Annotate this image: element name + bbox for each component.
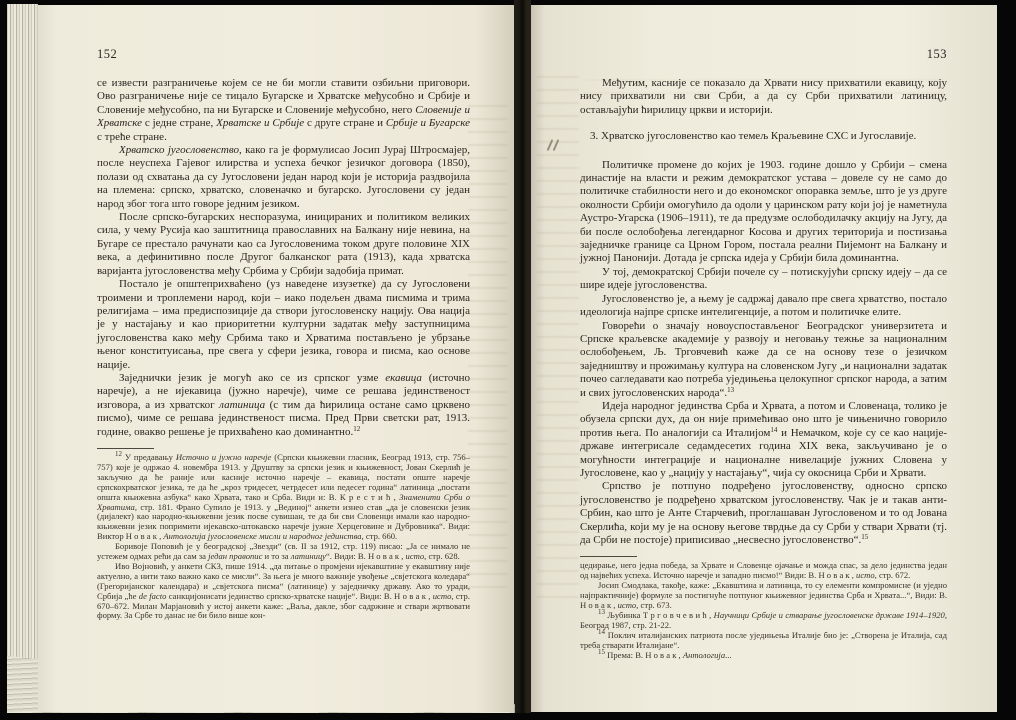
body-paragraph: се извести разграничење којем се не би могли ставити озбиљни приговори. Ово разграничење није се тицало Бугарске и Хрватске међусобно и Србије и Словеније међусобно, па ни Бугарске и Словеније међусобно, него Словеније и Хрватске с једне стране, Хрватске и Србије с друге стране и Србије и Бугарске с треће стране. [97, 77, 470, 143]
body-paragraph: Заједнички језик је могућ ако се из српског узме екавица (источно наречје), а не ијекавица (јужно наречје), чиме се решава јединственост изговора, а из хрватског латиница (с тим да ћирилица остане само црквено писмо), чиме се решава јединственост писма. Пред Први светски рат, 1913. године, овакво решење је прихваћено као доминантно.$^{12}$ [97, 371, 470, 438]
footnote: $^{13}$ Љубинка Т р г о в ч е в и ћ , Научници Србије и стварање југословенске државе 1914–1920, Београд 1987, стр. 21-22. [580, 607, 947, 630]
body-paragraph: Постало је општеприхваћено (уз наведене изузетке) да су Југословени троимени и троплемени народ, који – иако подељен двама писмима и трима религијама – има предиспозиције да створи југословенску нацију. Ова нација је у настајању и као приоритетни културни задатак међу заступницима југословенства како међу Србима тако и Хрватима постављено је убрзање њеног конституисања, пре свега у сфери језика, говора и писма, као основе нације. [97, 278, 470, 371]
body-paragraph: Идеја народног јединства Срба и Хрвата, а потом и Словенаца, толико је обузела српски дух, да он није примећивао оно што је чињенично говорило против њега. По аналогији са Италијом$^{14}$ и Немачком, које су се као нације-државе интегрисале седамдесетих година XIX века, закључивано је о могућности интеграције и националне нивелације јужних Словена у Југословене, као у „нацију у настајању“, чија су окосница Срби и Хрвати. [580, 399, 947, 479]
handwritten-pencil-mark [546, 139, 560, 153]
body-paragraph: Српство је потпуно подређено југословенству, односно српско југословенство је подређено хрватском југословенству. Чак је и такав анти-Србин, као што је Анте Старчевић, проглашаван Југословеном и то од Јована Скерлића, који му је на основу његове тврдње да су Срби у ствари Хрвати (тј. да Срби не постоје) приписивао „несвесно југословенство“.$^{15}$ [580, 480, 947, 546]
footnote-separator-rule [97, 448, 154, 449]
right-page-body-text [580, 159, 947, 548]
body-paragraph: После српско-бугарских неспоразума, иницираних и политиком великих сила, у чему Русија као заштитница православних на Балкану није невина, на Бугаре се престало рачунати као са Југословенима током друге половине XIX века, а дефинитивно после Другог балканског рата (1913), када хрватска варијанта југословенства међу Србима у Србији задобија примат. [97, 211, 470, 277]
page-number-left: 152 [97, 47, 118, 61]
page-number-right: 153 [926, 47, 947, 61]
footnote: Јосип Смодлака, такође, каже: „Екавштина и латиница, то су елементи компромисне (и уједно најпрактичније) формуле за постигнуће потпуног књижевног јединства Срба и Хрвата...“, Види: В. Н о в а к , исто, стр. 673. [580, 580, 947, 611]
footnote: Иво Војновић, у анкети СКЗ, пише 1914. „да питање о промјени ијекавштине у екавштину није актуелно, а нити тако важно како се мисли“. За њега је много важније увођење „свјетскога коледара“ (Грегоријанског календара) и „свјетскога писма“ (латинице) у заједничку државу. Ако то уради, Србија „ће de facto санкцијонисати јединство српско-хрватске нације“. Види: В. Н о в а к , исто, стр. 670–672. Милан Марјановић у истој анкети каже: „Ваља, дакле, због садржине и ствари жртвовати форму. За Србе то данас не би било више кон- [97, 560, 470, 621]
body-paragraph: Међутим, касније се показало да Хрвати нису прихватили екавицу, коју нису прихватили ни сви Срби, а да су Срби прихватили латиницу, остављајући ћирилицу цркви и историји. [580, 77, 947, 116]
right-page-intro-text [580, 77, 947, 117]
page-stack-fore-edge [7, 4, 38, 664]
footnote: $^{14}$ Поклич италијанских патриота после уједињења Италије био је: „Створена је Италија, сад треба стварати Италијане“. [580, 627, 947, 650]
body-paragraph: Хрватско југословенство, како га је формулисао Јосип Јурај Штросмајер, после неуспеха Гајевог илирства и успеха бечког језичког договора (1850), полази од схватања да су Југословени један народ који је историја раздвојила на племена: српско, хрватско, словеначко и бугарско. Југословени су један народ због тога што говоре једним језиком. [97, 144, 470, 210]
right-page-footnotes [580, 561, 947, 660]
footnote: $^{12}$ У предавању Источно и јужно наречје (Српски књижевни гласник, Београд 1913, стр. 756–757) које је одржао 4. новембра 1913. у Друштву за српски језик и књижевност, Јован Скерлић је закључио да ће раније или касније источно наречје – екавица, постати опште наречје српскохрватског језика, те да ће „кроз тридесет, четрдесет или педесет година“ латиница „постати општа књижевна азбука“ како Хрвата, тако и Срба. Види и: В. К р е с т и ћ , Знаменити Срби о Хрватима, стр. 181. Франо Супило је 1913. у „Вединој“ анкети изнео став „да је словенски језик (дијалект) као народно-књижевни језик посве сувишан, те да би сви Словенци имали као народно-књижевни језик попримити ијекавско-штокавско наречје јужне Херцеговине и Дубровника“. Види: Виктор Н о в а к , Антологија југословенске мисли и народног јединства, стр. 660. [97, 449, 471, 542]
footnote-separator-rule [580, 556, 637, 557]
section-heading: 3. Хрватско југословенство као темељ Краљевине СХС и Југославије. [590, 130, 917, 143]
footnote: $^{15}$ Према: В. Н о в а к , Антологија... [598, 647, 732, 660]
scan-background [0, 713, 1016, 720]
body-paragraph: Политичке промене до којих је 1903. године дошло у Србији – смена династије на власти и режим демократског устава – довеле су не само до политичке стабилности него и до економског опоравка земље, што је уз друге околности Србији омогућило да одоли у царинском рату који јој је наметнула Аустро-Угарска (1906–1911), те да предузме ослободилачку акцију на Југу, да би после ослобођења легендарног Косова и других територија и постизања заједничке границе са Црном Гором, постала реални Пијемонт на Балкану и јужној Панонији. Дотада је српска идеја у Србији била доминантна. [580, 158, 947, 265]
left-page-footnotes [97, 449, 471, 621]
footnote: Боривоје Поповић је у београдској „Звезди“ (св. II за 1912, стр. 119) писао: „Ја се нимало не устежем одмах рећи да сам за један правопис и то за латиницу“. Види: В. Н о в а к , исто, стр. 628. [97, 541, 470, 562]
body-paragraph: Југословенство је, а њему је садржај давало пре свега хрватство, постало идеологија најпре српске интелигенције, а потом и политичке елите. [580, 292, 947, 319]
show-through-ghosting [468, 95, 508, 595]
footnote: цедирање, него једна победа, за Хрвате и Словенце ојачање и можда спас, за дело јединства један од највећих успеха. Источно наречје и западно писмо!“ Види: В. Н о в а к , исто, стр. 672. [580, 560, 947, 581]
left-page-body-text [97, 77, 470, 439]
spine-gutter-shadow [514, 0, 531, 714]
left-page [38, 5, 514, 712]
body-paragraph: У тој, демократској Србији почеле су – потискујући српску идеју – да се шире идеје југословенства. [580, 265, 947, 292]
body-paragraph: Говорећи о значају новоуспостављеног Београдског универзитета и Српске краљевске академије у развоју и неговању тежње за националним ослобођењем, Љ. Трговчевић каже да се на основу тезе о језичком заједништву и прожимању култура на словенском Југу „и национални задатак почео сагледавати као потреба уједињења целокупног српског народа, а затим и свих југословенских народа“.$^{13}$ [580, 319, 947, 399]
right-page [531, 5, 997, 712]
